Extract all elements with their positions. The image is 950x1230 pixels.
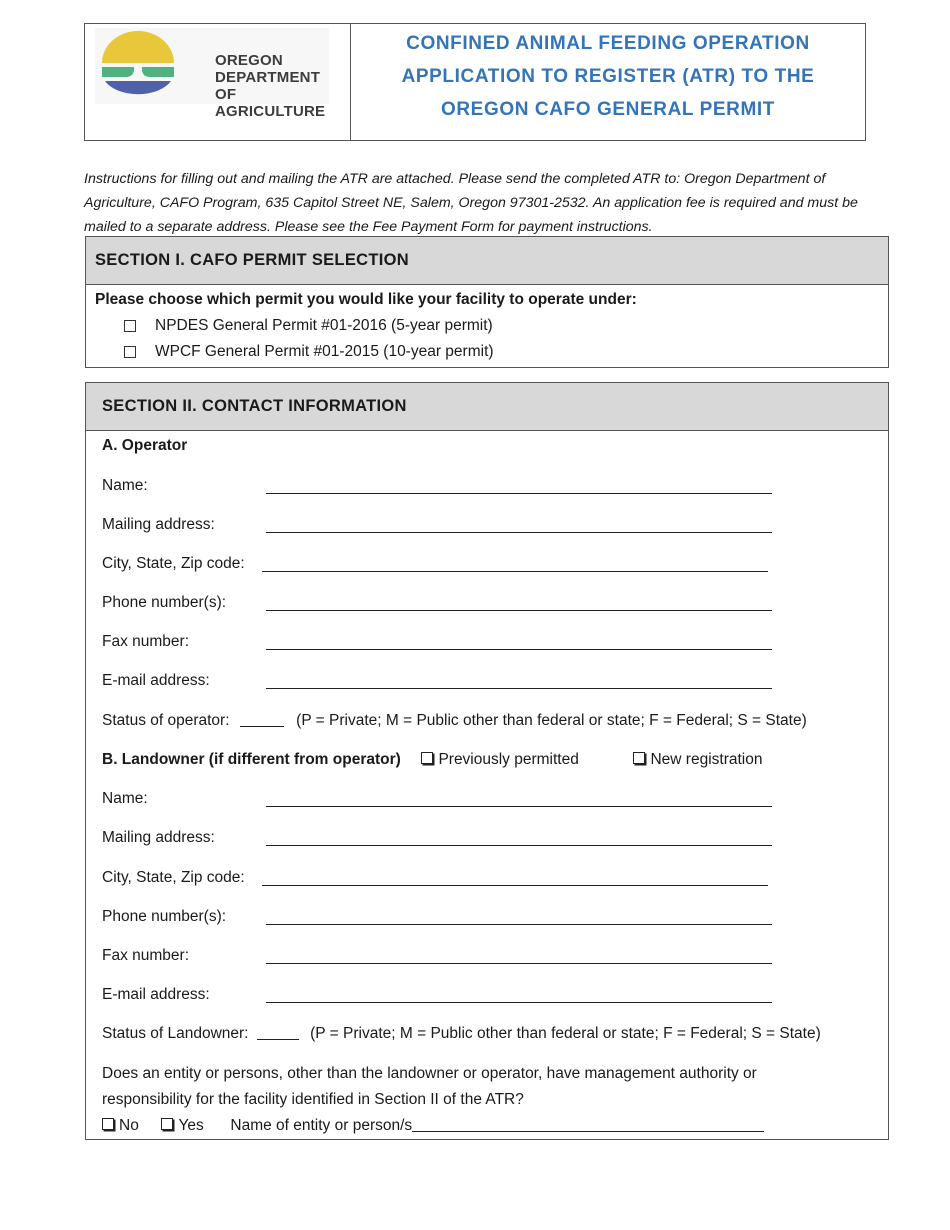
section-2-heading: SECTION II. CONTACT INFORMATION: [86, 383, 888, 431]
landowner-status-legend: (P = Private; M = Public other than federal or state; F = Federal; S = State): [310, 1025, 821, 1042]
entity-no-label: No: [119, 1117, 139, 1134]
operator-email-label: E-mail address:: [102, 672, 210, 689]
landowner-status-row: [102, 1025, 821, 1043]
operator-status-label: Status of operator:: [102, 712, 230, 729]
landowner-fax-label: Fax number:: [102, 947, 190, 964]
landowner-email-label: E-mail address:: [102, 986, 210, 1003]
section-contact-information: [85, 382, 889, 1140]
logo-cell: [85, 24, 351, 140]
oda-logo: [95, 28, 329, 120]
landowner-phone-label: Phone number(s):: [102, 908, 227, 925]
form-title-line-2: APPLICATION TO REGISTER (ATR) TO THE: [401, 65, 815, 87]
entity-question-line-2: responsibility for the facility identified in Section II of the ATR?: [102, 1091, 524, 1108]
form-title-line-1: CONFINED ANIMAL FEEDING OPERATION: [406, 32, 810, 54]
operator-phone-label: Phone number(s):: [102, 594, 227, 611]
operator-email-field[interactable]: [266, 688, 772, 689]
wpcf-checkbox[interactable]: [124, 346, 136, 358]
landowner-heading-row: [102, 751, 762, 769]
entity-yes-label: Yes: [178, 1117, 204, 1134]
form-title-line-3: OREGON CAFO GENERAL PERMIT: [440, 98, 776, 120]
landowner-mailing-field[interactable]: [266, 845, 772, 846]
npdes-permit-option[interactable]: [124, 317, 493, 335]
oda-logo-mark-icon: [99, 30, 177, 102]
operator-mailing-field[interactable]: [266, 532, 772, 533]
entity-name-label: Name of entity or person/s: [230, 1117, 413, 1134]
entity-answer-row: [102, 1117, 764, 1135]
operator-fax-field[interactable]: [266, 649, 772, 650]
entity-no-checkbox[interactable]: [102, 1118, 114, 1130]
operator-status-row: [102, 712, 807, 730]
landowner-heading: B. Landowner (if different from operator): [102, 751, 401, 768]
form-title: [402, 27, 815, 126]
landowner-fax-field[interactable]: [266, 963, 772, 964]
new-registration-label: New registration: [650, 751, 763, 768]
entity-yes-checkbox[interactable]: [161, 1118, 173, 1130]
operator-status-legend: (P = Private; M = Public other than federal or state; F = Federal; S = State): [296, 712, 807, 729]
landowner-status-field[interactable]: [257, 1025, 299, 1040]
landowner-email-field[interactable]: [266, 1002, 772, 1003]
wpcf-permit-option[interactable]: [124, 343, 494, 361]
landowner-name-label: Name:: [102, 790, 148, 807]
landowner-mailing-label: Mailing address:: [102, 829, 215, 846]
landowner-city-label: City, State, Zip code:: [102, 869, 245, 886]
logo-line-3: AGRICULTURE: [215, 103, 326, 120]
form-header: [84, 23, 866, 141]
wpcf-label: WPCF General Permit #01-2015 (10-year permit): [155, 343, 494, 360]
operator-heading: A. Operator: [102, 437, 188, 454]
entity-name-field[interactable]: [412, 1117, 764, 1132]
landowner-city-field[interactable]: [262, 885, 768, 886]
operator-mailing-label: Mailing address:: [102, 516, 215, 533]
title-cell: [351, 24, 865, 140]
npdes-label: NPDES General Permit #01-2016 (5-year permit): [155, 317, 493, 334]
logo-line-2: DEPARTMENT OF: [215, 69, 321, 103]
logo-line-1: OREGON: [215, 52, 283, 69]
section-1-heading: SECTION I. CAFO PERMIT SELECTION: [86, 237, 888, 285]
operator-name-label: Name:: [102, 477, 148, 494]
landowner-status-label: Status of Landowner:: [102, 1025, 249, 1042]
landowner-name-field[interactable]: [266, 806, 772, 807]
operator-name-field[interactable]: [266, 493, 772, 494]
oda-logo-text: [215, 52, 329, 120]
operator-city-field[interactable]: [262, 571, 768, 572]
operator-status-field[interactable]: [240, 712, 284, 727]
operator-fax-label: Fax number:: [102, 633, 190, 650]
landowner-phone-field[interactable]: [266, 924, 772, 925]
previously-permitted-checkbox[interactable]: [421, 752, 433, 764]
npdes-checkbox[interactable]: [124, 320, 136, 332]
new-registration-checkbox[interactable]: [633, 752, 645, 764]
entity-question-line-1: Does an entity or persons, other than the landowner or operator, have management authority or: [102, 1065, 757, 1082]
operator-city-label: City, State, Zip code:: [102, 555, 245, 572]
instructions-text: Instructions for filling out and mailing the ATR are attached. Please send the completed ATR to: Oregon Department of Agriculture, CAFO Program, 635 Capitol Street NE, Salem, Oregon 97301-2532. An application fee is required and must be mailed to a separate address. Please see the Fee Payment Form for payment instructions.: [84, 171, 858, 235]
section-permit-selection: [85, 236, 889, 368]
previously-permitted-label: Previously permitted: [438, 751, 579, 768]
permit-prompt: Please choose which permit you would like your facility to operate under:: [95, 291, 637, 308]
operator-phone-field[interactable]: [266, 610, 772, 611]
